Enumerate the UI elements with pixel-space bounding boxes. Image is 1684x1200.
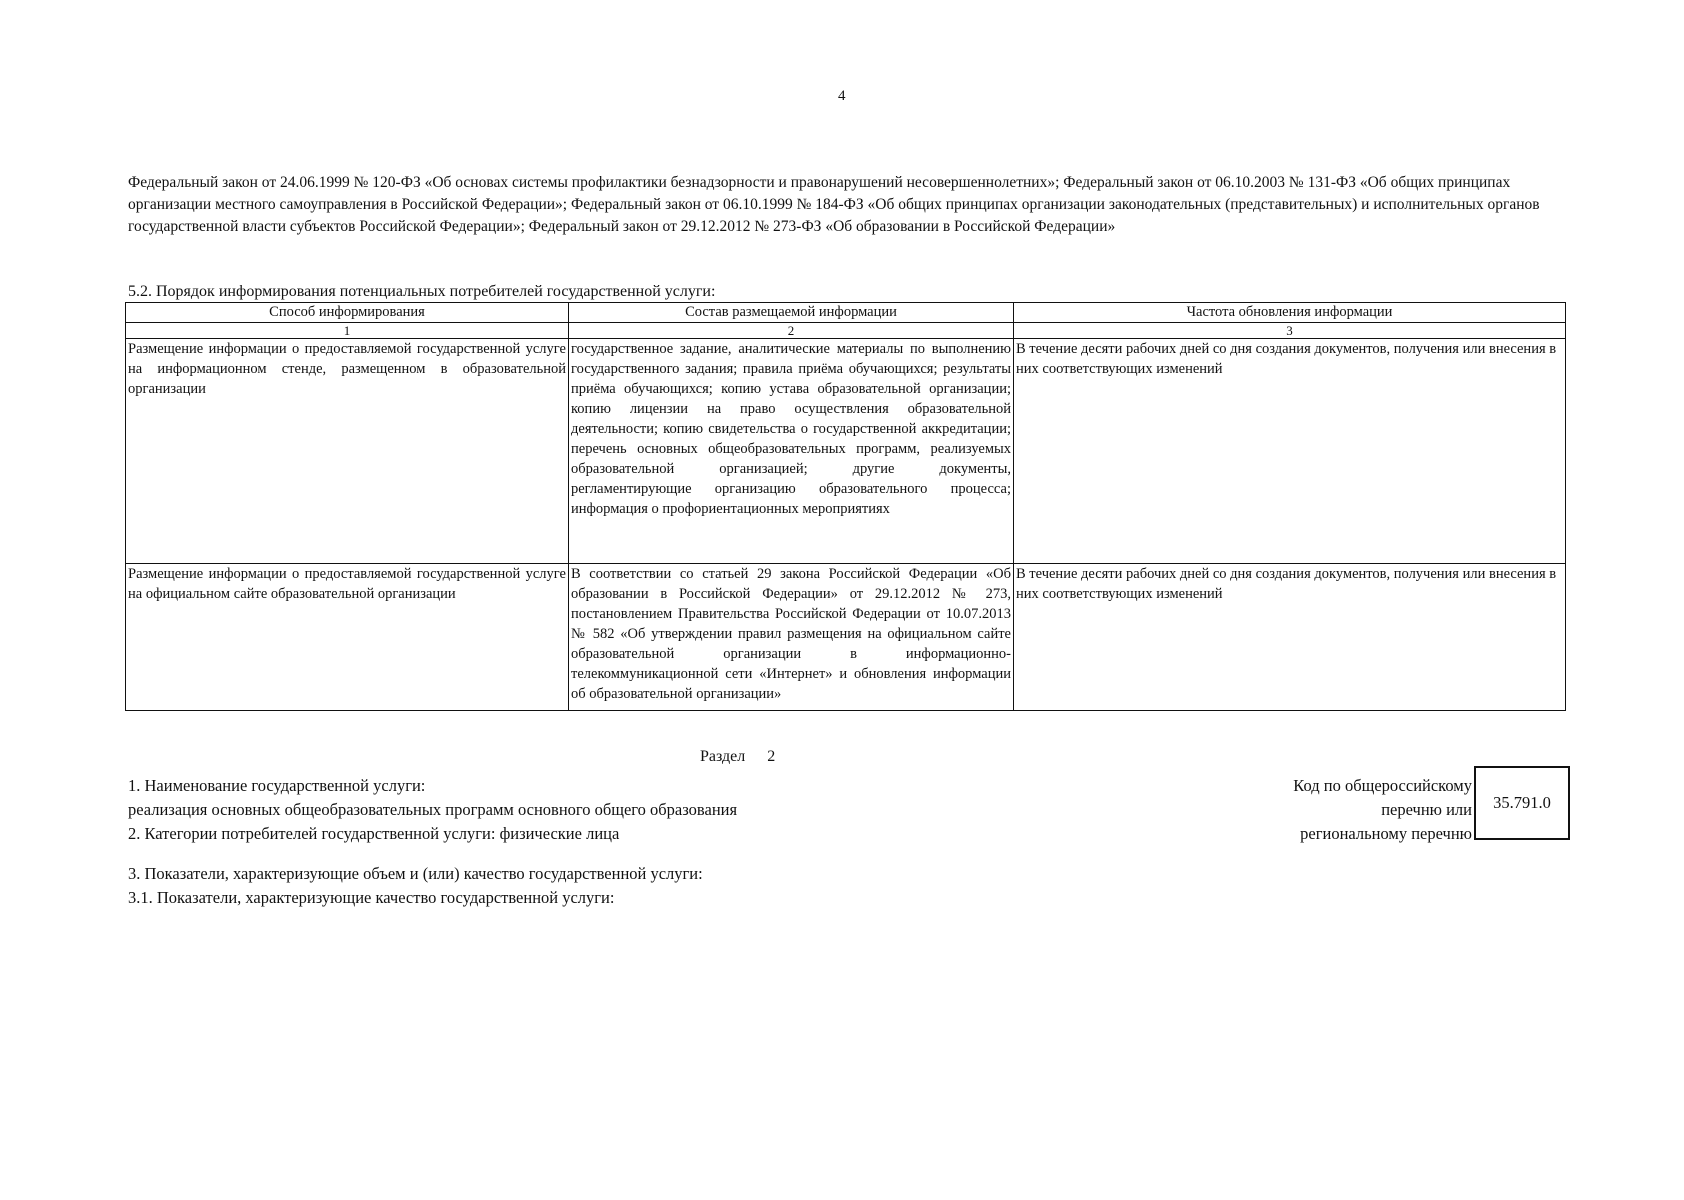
header-frequency: Частота обновления информации [1014, 303, 1566, 323]
indicators-heading: 3. Показатели, характеризующие объем и (или) качество государственной услуги: [128, 864, 703, 883]
content-cell: В соответствии со статьей 29 закона Российской Федерации «Об образовании в Российской Федерации» от 29.12.2012 № 273, постановлением Правительства Российской Федерации от 10.07.2013 № 582 «Об утверждении правил размещения на официальном сайте образовательной организации в информационно-телекоммуникационной сети «Интернет» и обновления информации об образовательной организации» [569, 564, 1014, 711]
service-categories: 2. Категории потребителей государственной услуги: физические лица [128, 824, 620, 843]
service-name-value: реализация основных общеобразовательных программ основного общего образования [128, 800, 738, 819]
code-value-box [1474, 766, 1570, 840]
table-header-row [126, 303, 1566, 323]
section-title [700, 748, 775, 766]
code-label-line: региональному перечню [1300, 824, 1472, 843]
frequency-cell: В течение десяти рабочих дней со дня создания документов, получения или внесения в них соответствующих изменений [1014, 339, 1566, 564]
table-row [126, 339, 1566, 564]
column-number: 1 [126, 323, 569, 339]
section-number: 2 [767, 748, 776, 765]
method-cell: Размещение информации о предоставляемой государственной услуге на информационном стенде, размещенном в образовательной организации [126, 339, 569, 564]
code-value: 35.791.0 [1493, 793, 1551, 812]
code-label-line: перечню или [1381, 800, 1472, 819]
service-info [128, 774, 737, 846]
table-number-row [126, 323, 1566, 339]
service-name-label: 1. Наименование государственной услуги: [128, 776, 426, 795]
column-number: 3 [1014, 323, 1566, 339]
legal-basis-text: Федеральный закон от 24.06.1999 № 120-ФЗ «Об основах системы профилактики безнадзорности и правонарушений несовершеннолетних»; Федеральный закон от 06.10.2003 № 131-ФЗ «Об общих принципах организации местного самоуправления в Российской Федерации»; Федеральный закон от 06.10.1999 № 184-ФЗ «Об общих принципах организации законодательных (представительных) и исполнительных органов государственной власти субъектов Российской Федерации»; Федеральный закон от 29.12.2012 № 273-ФЗ «Об образовании в Российской Федерации» [128, 174, 1540, 235]
quality-indicators-heading: 3.1. Показатели, характеризующие качество государственной услуги: [128, 888, 615, 907]
column-number: 2 [569, 323, 1014, 339]
header-method: Способ информирования [126, 303, 569, 323]
code-label [1293, 774, 1472, 846]
section-5-2-heading: 5.2. Порядок информирования потенциальных потребителей государственной услуги: [128, 283, 716, 300]
method-cell: Размещение информации о предоставляемой государственной услуге на официальном сайте образовательной организации [126, 564, 569, 711]
indicators-info [128, 862, 703, 910]
table-row [126, 564, 1566, 711]
code-label-line: Код по общероссийскому [1293, 776, 1472, 795]
page-number: 4 [838, 88, 846, 104]
informing-table [125, 302, 1566, 711]
content-cell: государственное задание, аналитические материалы по выполнению государственного задания; правила приёма обучающихся; результаты приёма обучающихся; копию устава образовательной организации; копию лицензии на право осуществления образовательной деятельности; копию свидетельства о государственной аккредитации; перечень основных общеобразовательных программ, реализуемых образовательной организацией; другие документы, регламентирующие организацию образовательного процесса; информация о профориентационных мероприятиях [569, 339, 1014, 564]
frequency-cell: В течение десяти рабочих дней со дня создания документов, получения или внесения в них соответствующих изменений [1014, 564, 1566, 711]
header-content: Состав размещаемой информации [569, 303, 1014, 323]
section-label: Раздел [700, 748, 746, 765]
